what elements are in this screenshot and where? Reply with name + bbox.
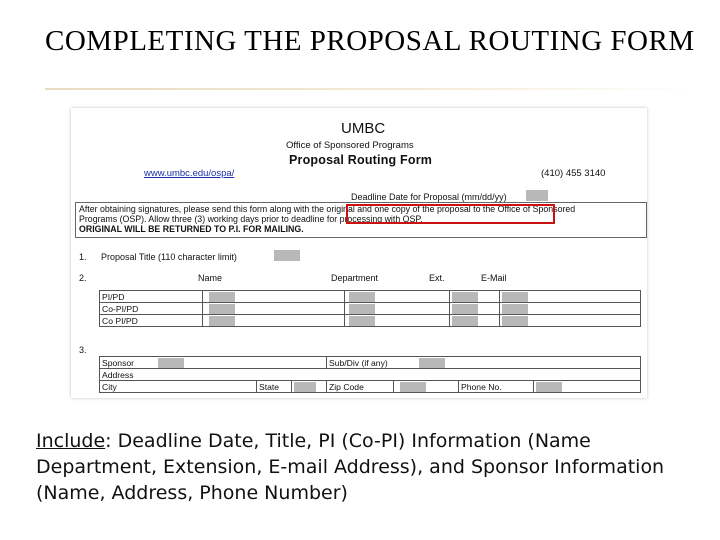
table-row xyxy=(100,315,641,327)
table-row xyxy=(100,381,641,393)
form-org: UMBC xyxy=(341,120,386,137)
copi2-ext-cell[interactable] xyxy=(450,315,500,327)
table-row xyxy=(100,291,641,303)
zip-cell[interactable] xyxy=(394,381,459,393)
copi2-name-cell[interactable] xyxy=(203,315,345,327)
title-underline xyxy=(45,88,695,90)
deadline-field[interactable] xyxy=(526,190,548,201)
phone-cell[interactable] xyxy=(534,381,641,393)
caption-lead: Include xyxy=(36,430,106,452)
zip-label: Zip Code xyxy=(327,381,394,393)
proposal-title-label: Proposal Title (110 character limit) xyxy=(101,252,237,262)
sponsor-table xyxy=(99,356,641,393)
proposal-title-field[interactable] xyxy=(274,250,300,261)
form-title: Proposal Routing Form xyxy=(289,153,433,167)
copi1-dept-cell[interactable] xyxy=(345,303,450,315)
table-row xyxy=(100,369,641,381)
col-header-name: Name xyxy=(198,273,223,283)
row-label: PI/PD xyxy=(100,291,203,303)
table-row xyxy=(100,357,641,369)
slide-caption xyxy=(36,428,696,506)
proposal-form-screenshot xyxy=(71,108,647,398)
form-phone: (410) 455 3140 xyxy=(541,168,606,179)
section-number: 3. xyxy=(79,345,87,355)
sponsor-label: Sponsor xyxy=(102,357,135,368)
row-label: Co PI/PD xyxy=(100,315,203,327)
phone-label: Phone No. xyxy=(459,381,534,393)
sponsor-field[interactable] xyxy=(158,358,184,368)
pi-table xyxy=(99,290,641,327)
col-header-email: E-Mail xyxy=(481,273,507,283)
pi-dept-cell[interactable] xyxy=(345,291,450,303)
section-number: 2. xyxy=(79,273,87,283)
form-office: Office of Sponsored Programs xyxy=(286,140,414,151)
form-url-link[interactable]: www.umbc.edu/ospa/ xyxy=(144,168,235,179)
highlight-box xyxy=(346,204,555,224)
subdiv-field[interactable] xyxy=(419,358,445,368)
row-label: Co-PI/PD xyxy=(100,303,203,315)
table-row xyxy=(100,303,641,315)
city-label: City xyxy=(100,381,257,393)
copi2-email-cell[interactable] xyxy=(500,315,641,327)
copi1-name-cell[interactable] xyxy=(203,303,345,315)
copi1-ext-cell[interactable] xyxy=(450,303,500,315)
subdiv-label: Sub/Div (if any) xyxy=(329,357,388,368)
instructions-line: Programs (OSP). Allow three (3) working days prior to deadline for processing with OSP. xyxy=(79,214,423,224)
copi1-email-cell[interactable] xyxy=(500,303,641,315)
state-cell[interactable] xyxy=(292,381,327,393)
caption-text: : Deadline Date, Title, PI (Co-PI) Information (Name Department, Extension, E-mail Address), and Sponsor Information (Name, Address, Phone Number) xyxy=(36,430,665,504)
deadline-label: Deadline Date for Proposal (mm/dd/yy) xyxy=(351,192,507,202)
col-header-department: Department xyxy=(331,273,379,283)
slide-title: COMPLETING THE PROPOSAL ROUTING FORM xyxy=(45,25,695,57)
pi-email-cell[interactable] xyxy=(500,291,641,303)
copi2-dept-cell[interactable] xyxy=(345,315,450,327)
state-label: State xyxy=(257,381,292,393)
pi-name-cell[interactable] xyxy=(203,291,345,303)
instructions-line: ORIGINAL WILL BE RETURNED TO P.I. FOR MAILING. xyxy=(79,224,304,234)
pi-ext-cell[interactable] xyxy=(450,291,500,303)
section-number: 1. xyxy=(79,252,87,262)
address-label: Address xyxy=(100,369,641,381)
col-header-ext: Ext. xyxy=(429,273,445,283)
instructions-line: After obtaining signatures, please send this form along with the original and one copy of the proposal to the Office of Sponsored xyxy=(79,204,576,214)
